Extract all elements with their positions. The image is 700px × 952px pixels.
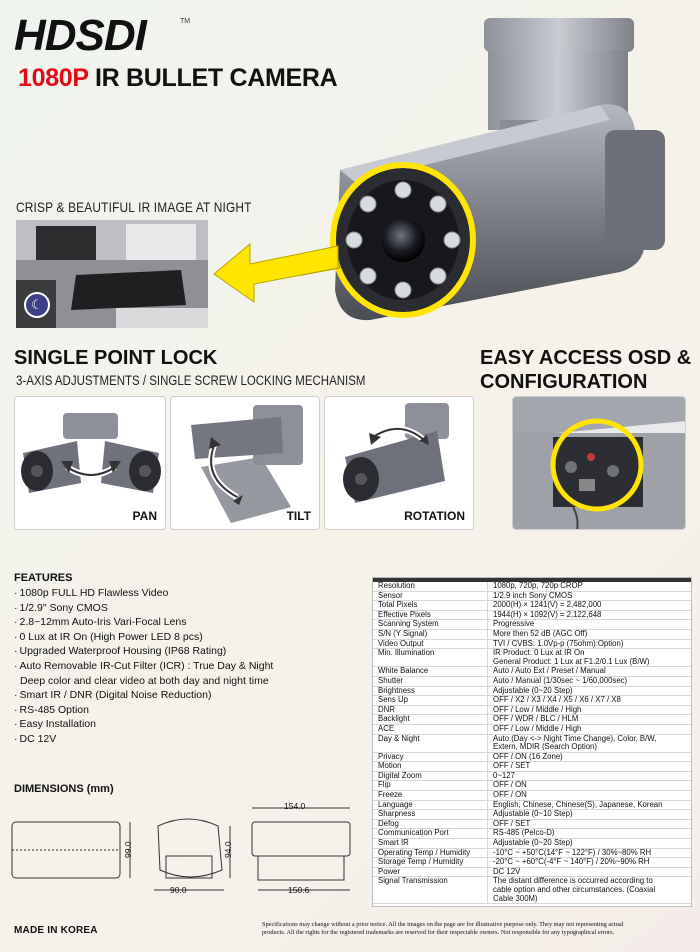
spec-value — [488, 858, 691, 867]
spec-value-line: OFF / WDR / BLC / HLM — [493, 714, 579, 724]
specifications-table — [372, 577, 692, 907]
feature-item: · Upgraded Waterproof Housing (IP68 Rating) — [14, 644, 273, 659]
spec-key: Storage Temp / Humidity — [373, 858, 488, 867]
spec-value — [488, 649, 691, 666]
spec-value-line: Adjustable (0~20 Step) — [493, 838, 573, 848]
table-row — [373, 810, 691, 820]
rotation-label: ROTATION — [404, 509, 465, 523]
dimension-length-side: 150.6 — [288, 885, 310, 895]
disclaimer-line: products. All the rights for the registered trademarks are reserved for their respectable owners. Not responsible for any typographical errors. — [262, 929, 615, 936]
feature-item: · Auto Removable IR-Cut Filter (ICR) : True Day & Night — [14, 659, 273, 674]
spec-value-line: Auto / Auto Ext / Preset / Manual — [493, 666, 606, 676]
product-type: IR BULLET CAMERA — [88, 64, 338, 92]
spec-key: Privacy — [373, 753, 488, 762]
table-row — [373, 877, 691, 904]
spec-key: Effective Pixels — [373, 611, 488, 620]
spec-key: Signal Transmission — [373, 877, 488, 903]
spec-value — [488, 601, 691, 610]
spec-value-line: Extern, MDIR (Search Option) — [493, 742, 597, 752]
feature-item: · Smart IR / DNR (Digital Noise Reduction) — [14, 688, 273, 703]
spec-value — [488, 725, 691, 734]
spec-value-line: TVI / CVBS: 1.0Vp-p (75ohm):Option) — [493, 638, 624, 648]
spec-value — [488, 868, 691, 877]
osd-illustration — [513, 397, 686, 530]
spec-value — [488, 630, 691, 639]
spec-value-line: 1080p, 720p, 720p CROP — [493, 581, 583, 590]
dimension-length-top: 154.0 — [284, 801, 306, 811]
trademark-mark: TM — [180, 18, 191, 25]
features-title: FEATURES — [14, 572, 73, 584]
spec-value-line: DC 12V — [493, 866, 521, 876]
feature-item-continued: Deep color and clear video at both day and night time — [20, 674, 269, 687]
spec-key: Communication Port — [373, 829, 488, 838]
disclaimer-line: Specifications may change without a prior notice. All the images on the page are for illustrative purpose only. They may not representing actual — [262, 921, 624, 928]
table-row — [373, 781, 691, 791]
osd-image — [512, 396, 686, 530]
spec-key: Scanning System — [373, 620, 488, 629]
spec-value-line: Cable 300M) — [493, 893, 538, 903]
table-row — [373, 753, 691, 763]
spec-value-line: Adjustable (0~20 Step) — [493, 685, 573, 695]
spec-value-line: OFF / SET — [493, 818, 531, 828]
single-point-lock-title: SINGLE POINT LOCK — [14, 347, 218, 369]
spec-rows — [373, 582, 691, 904]
dimension-height-front: 99.0 — [123, 841, 133, 858]
spec-value-line: 1/2.9 inch Sony CMOS — [493, 590, 573, 600]
feature-item: · 2.8~12mm Auto-Iris Vari-Focal Lens — [14, 615, 273, 630]
spec-value — [488, 820, 691, 829]
spec-value-line: OFF / Low / Middle / High — [493, 704, 582, 714]
features-list — [14, 586, 273, 747]
spec-value-line: OFF / Low / Middle / High — [493, 723, 582, 733]
spec-key: S/N (Y Signal) — [373, 630, 488, 639]
spec-value-line: 2000(H) × 1241(V) = 2,482,000 — [493, 600, 602, 610]
spec-key: Video Output — [373, 640, 488, 649]
feature-item: · Easy Installation — [14, 717, 273, 732]
spec-value-line: OFF / ON (16 Zone) — [493, 751, 563, 761]
spec-value — [488, 735, 691, 752]
spec-key: White Balance — [373, 667, 488, 676]
spec-value — [488, 592, 691, 601]
spec-value-line: 1944(H) × 1092(V) = 2,122,648 — [493, 609, 602, 619]
spec-key: Flip — [373, 781, 488, 790]
spec-value-line: RS-485 (Pelco-D) — [493, 828, 555, 838]
spec-key: Defog — [373, 820, 488, 829]
table-row — [373, 649, 691, 667]
spec-key: Digital Zoom — [373, 772, 488, 781]
spec-value-line: -20°C ~ +60°C(-4°F ~ 140°F) / 20%~90% RH — [493, 857, 650, 867]
table-row — [373, 858, 691, 868]
spec-value — [488, 772, 691, 781]
arrow-icon — [210, 238, 340, 308]
spec-key: Min. Illumination — [373, 649, 488, 666]
spec-value — [488, 715, 691, 724]
spec-value — [488, 677, 691, 686]
spec-key: Freeze — [373, 791, 488, 800]
spec-value-line: OFF / ON — [493, 780, 527, 790]
spec-value — [488, 801, 691, 810]
disclaimer — [262, 921, 694, 937]
spec-value-line: Auto (Day <-> Night Time Change), Color, B/W, — [493, 733, 657, 743]
spec-value-line: Auto / Manual (1/30sec ~ 1/60,000sec) — [493, 675, 628, 685]
spec-value-line: OFF / SET — [493, 761, 531, 771]
spec-value — [488, 687, 691, 696]
spec-value — [488, 839, 691, 848]
spec-value-line: 0~127 — [493, 770, 515, 780]
made-in-label: MADE IN KOREA — [14, 925, 98, 936]
spec-value — [488, 611, 691, 620]
feature-item: · DC 12V — [14, 732, 273, 747]
spec-value — [488, 753, 691, 762]
spec-value-line: -10°C ~ +50°C(14°F ~ 122°F) / 30%~80% RH — [493, 847, 652, 857]
spec-value — [488, 781, 691, 790]
night-image-caption: CRISP & BEAUTIFUL IR IMAGE AT NIGHT — [16, 199, 252, 215]
pan-panel — [14, 396, 166, 530]
spec-key: Operating Temp / Humidity — [373, 849, 488, 858]
product-title — [18, 66, 337, 91]
spec-value — [488, 877, 691, 903]
spec-key: Backlight — [373, 715, 488, 724]
spec-value — [488, 849, 691, 858]
spec-value-line: cable option and other circumstances. (Coaxial — [493, 885, 656, 894]
spec-value-line: Adjustable (0~10 Step) — [493, 809, 573, 819]
dimension-width-front: 90.0 — [170, 885, 187, 895]
spec-key: Sensor — [373, 592, 488, 601]
spec-key: ACE — [373, 725, 488, 734]
feature-item: · 1/2.9" Sony CMOS — [14, 601, 273, 616]
osd-title-line1: EASY ACCESS OSD & — [480, 347, 692, 369]
spec-key: Sharpness — [373, 810, 488, 819]
table-row — [373, 735, 691, 753]
dimensions-title: DIMENSIONS (mm) — [14, 783, 114, 795]
spec-value — [488, 810, 691, 819]
spec-key: Day & Night — [373, 735, 488, 752]
spec-value — [488, 667, 691, 676]
spec-value-line: More then 52 dB (AGC Off) — [493, 628, 588, 638]
osd-title-line2: CONFIGURATION — [480, 371, 648, 393]
spec-key: Motion — [373, 762, 488, 771]
moon-star-icon: ☾ — [24, 292, 50, 318]
spec-value — [488, 829, 691, 838]
spec-value-line: OFF / X2 / X3 / X4 / X5 / X6 / X7 / X8 — [493, 695, 621, 705]
feature-item: · 1080p FULL HD Flawless Video — [14, 586, 273, 601]
pan-label: PAN — [132, 509, 157, 523]
feature-item: · 0 Lux at IR On (High Power LED 8 pcs) — [14, 630, 273, 645]
spec-key: Brightness — [373, 687, 488, 696]
spec-value — [488, 706, 691, 715]
spec-value — [488, 582, 691, 591]
hero-camera-illustration — [300, 10, 700, 340]
tilt-label: TILT — [286, 509, 311, 523]
spec-value — [488, 640, 691, 649]
dimensions-drawing — [10, 800, 366, 900]
spec-value — [488, 762, 691, 771]
table-row — [373, 772, 691, 782]
spec-key: Sens Up — [373, 696, 488, 705]
spec-value-line: The distant difference is occurred according to — [493, 876, 653, 886]
spec-value — [488, 696, 691, 705]
spec-value-line: Progressive — [493, 619, 535, 629]
spec-value-line: IR Product: 0 Lux at IR On — [493, 648, 585, 658]
spec-value-line: OFF / ON — [493, 790, 527, 800]
spec-key: Total Pixels — [373, 601, 488, 610]
brand-logo: HDSDI — [14, 11, 146, 60]
dimension-height-side: 94.0 — [223, 841, 233, 858]
spec-value-line: General Product: 1 Lux at F1.2/0.1 Lux (B/W) — [493, 656, 650, 666]
tilt-panel — [170, 396, 320, 530]
spec-value-line: English, Chinese, Chinese(S), Japanese, Korean — [493, 799, 663, 809]
spec-value — [488, 791, 691, 800]
spec-value — [488, 620, 691, 629]
spec-key: Resolution — [373, 582, 488, 591]
spec-key: Power — [373, 868, 488, 877]
spec-key: Shutter — [373, 677, 488, 686]
spec-key: Smart IR — [373, 839, 488, 848]
feature-item: · RS-485 Option — [14, 703, 273, 718]
rotation-panel — [324, 396, 474, 530]
single-point-lock-subtitle: 3-AXIS ADJUSTMENTS / SINGLE SCREW LOCKING MECHANISM — [16, 373, 366, 388]
spec-key: Language — [373, 801, 488, 810]
resolution-highlight: 1080P — [18, 64, 89, 92]
spec-key: DNR — [373, 706, 488, 715]
